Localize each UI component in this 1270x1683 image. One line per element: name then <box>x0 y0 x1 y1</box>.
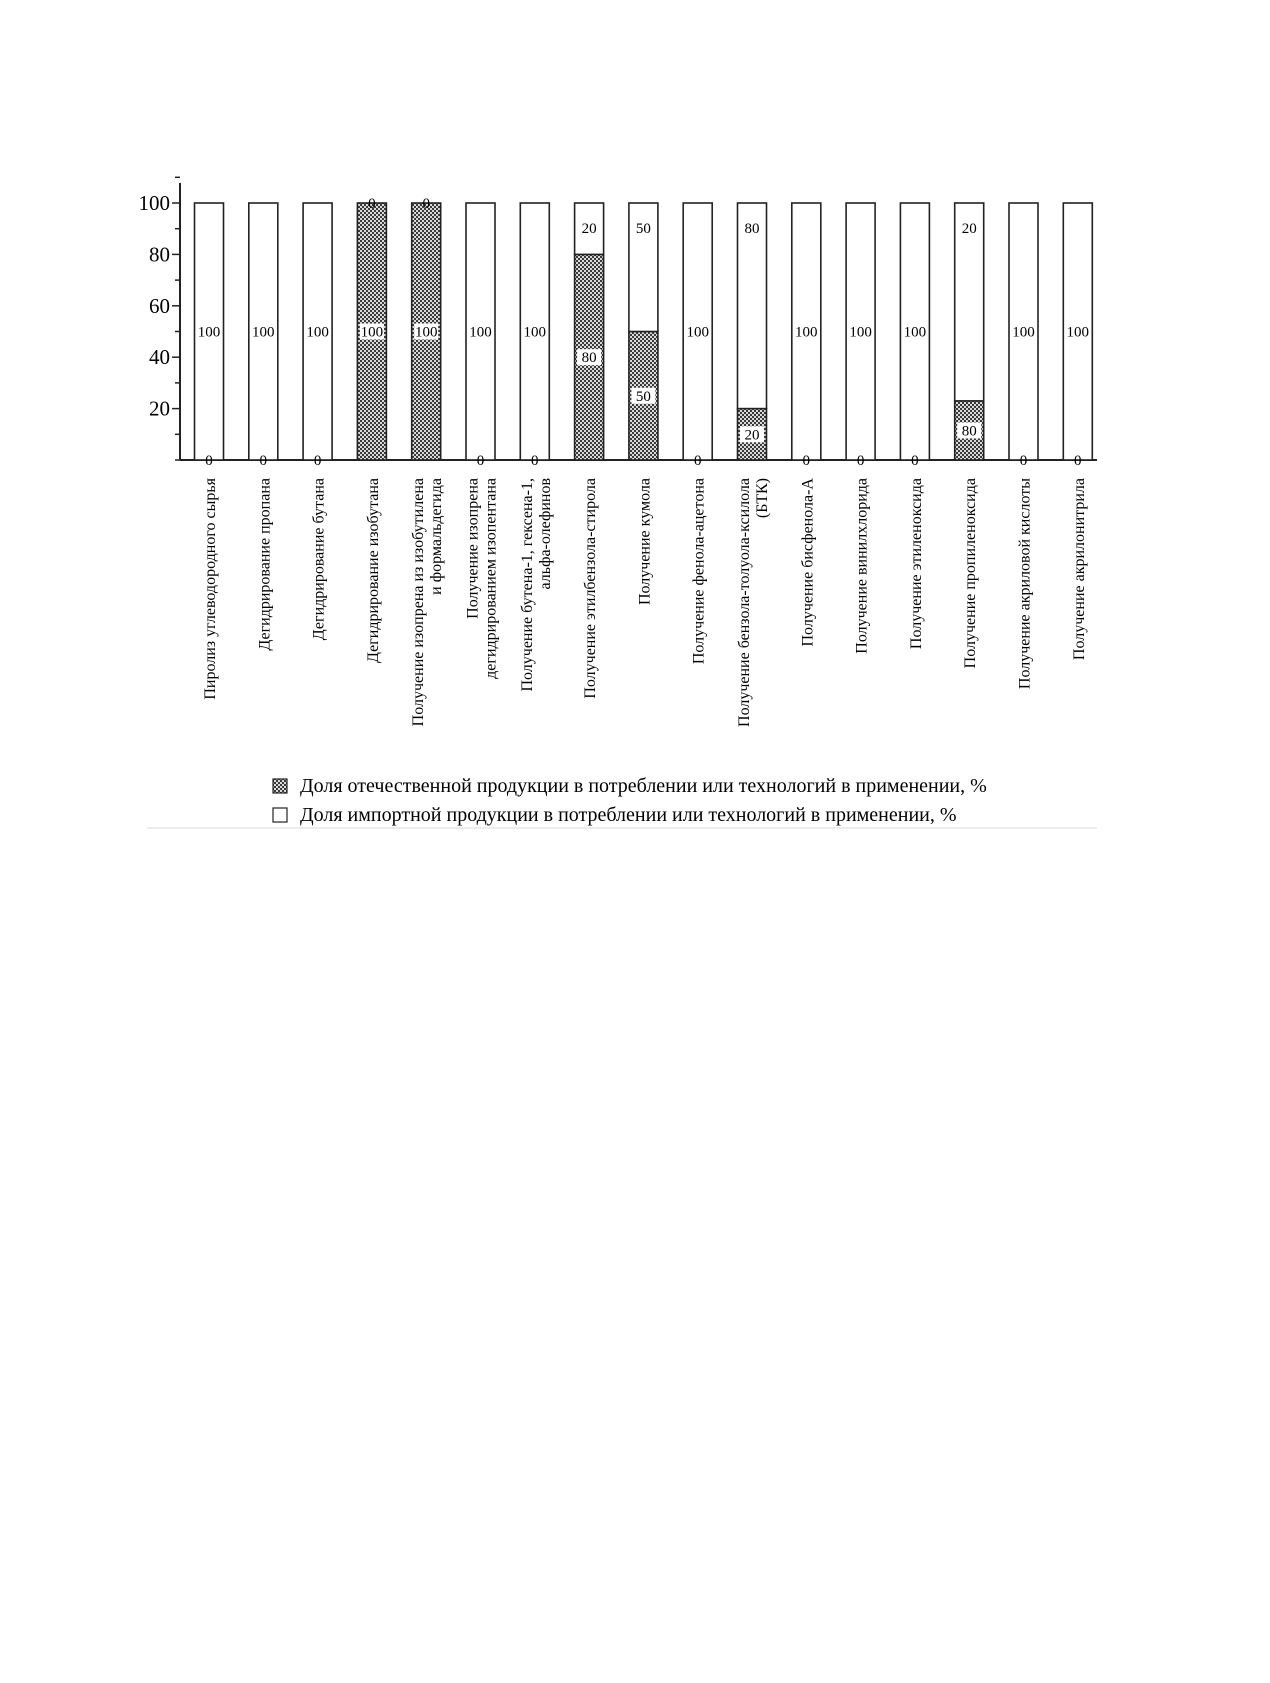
category-label: Получение этиленоксида <box>907 478 925 650</box>
category-label: (БТК) <box>754 478 771 519</box>
y-tick-label: 20 <box>149 396 170 421</box>
data-label-domestic: 0 <box>476 453 485 469</box>
category-label: Получение акриловой кислоты <box>1016 478 1034 690</box>
category-label: Получение бензола-толуола-ксилола <box>736 478 753 727</box>
data-label-import: 50 <box>635 221 651 237</box>
y-tick-label: 60 <box>149 293 170 318</box>
data-label-import: 0 <box>368 196 376 212</box>
category-label: Получение бисфенола-А <box>799 478 817 647</box>
data-label-import: 100 <box>795 324 818 341</box>
data-label-import: 100 <box>523 324 547 341</box>
data-label-domestic: 0 <box>802 453 811 469</box>
data-label-domestic: 20 <box>744 427 760 444</box>
data-label-domestic: 0 <box>259 453 268 469</box>
legend-label-import: Доля импортной продукции в потреблении или технологий в применении, % <box>300 804 957 826</box>
data-label-import: 100 <box>686 324 709 341</box>
data-label-domestic: 0 <box>1074 453 1082 469</box>
category-label: Получение изопрена из изобутилена <box>410 478 428 727</box>
legend-swatch-import <box>273 808 287 822</box>
category-label: Получение этилбензола-стирола <box>582 478 600 699</box>
category-label: Получение винилхлорида <box>853 478 871 654</box>
data-label-import: 100 <box>197 324 221 341</box>
data-label-import: 20 <box>961 221 977 237</box>
data-label-domestic: 100 <box>414 324 438 341</box>
data-label-import: 100 <box>252 324 275 341</box>
category-label: Пиролиз углеводородного сырья <box>202 478 219 700</box>
category-label: Получение фенола-ацетона <box>690 478 708 665</box>
data-label-domestic: 50 <box>635 388 651 405</box>
legend-swatch-domestic <box>273 779 287 793</box>
category-label: Получение бутена-1, гексена-1, <box>518 478 536 692</box>
category-label: Дегидрирование изобутана <box>364 478 382 663</box>
category-label: альфа-олефинов <box>536 478 554 590</box>
data-label-import: 20 <box>581 221 597 237</box>
data-label-domestic: 80 <box>961 423 977 440</box>
data-label-domestic: 0 <box>911 453 919 469</box>
category-label: Получение изопрена <box>464 478 482 619</box>
data-label-import: 100 <box>849 324 872 341</box>
data-label-domestic: 80 <box>581 350 597 367</box>
legend-label-domestic: Доля отечественной продукции в потреблении или технологий в применении, % <box>300 775 987 797</box>
data-label-import: 100 <box>306 324 329 341</box>
data-label-import: 80 <box>744 221 760 237</box>
data-label-import: 100 <box>903 324 927 341</box>
legend <box>273 775 987 826</box>
data-label-import: 100 <box>1066 324 1090 341</box>
data-label-domestic: 0 <box>205 453 213 469</box>
category-label: Дегидрирование пропана <box>256 478 274 651</box>
category-label: Получение пропиленоксида <box>962 477 980 669</box>
category-label: Получение кумола <box>636 478 654 606</box>
category-label: Дегидрирование бутана <box>310 478 328 641</box>
data-label-domestic: 0 <box>1019 453 1028 469</box>
data-label-domestic: 0 <box>693 453 702 469</box>
data-label-domestic: 0 <box>531 453 539 469</box>
data-label-import: 100 <box>469 324 492 341</box>
y-tick-label: 40 <box>149 345 170 370</box>
category-label: и формальдегида <box>428 478 446 595</box>
data-label-domestic: 0 <box>856 453 865 469</box>
data-label-import: 0 <box>422 196 430 212</box>
category-label: Получение акрилонитрила <box>1070 478 1088 661</box>
y-tick-label: 100 <box>138 191 170 215</box>
category-label: дегидрированием изопентана <box>482 478 500 679</box>
data-label-domestic: 0 <box>313 453 322 469</box>
data-label-import: 100 <box>1012 324 1035 341</box>
y-tick-label: 80 <box>149 242 170 267</box>
data-label-domestic: 100 <box>360 324 384 341</box>
